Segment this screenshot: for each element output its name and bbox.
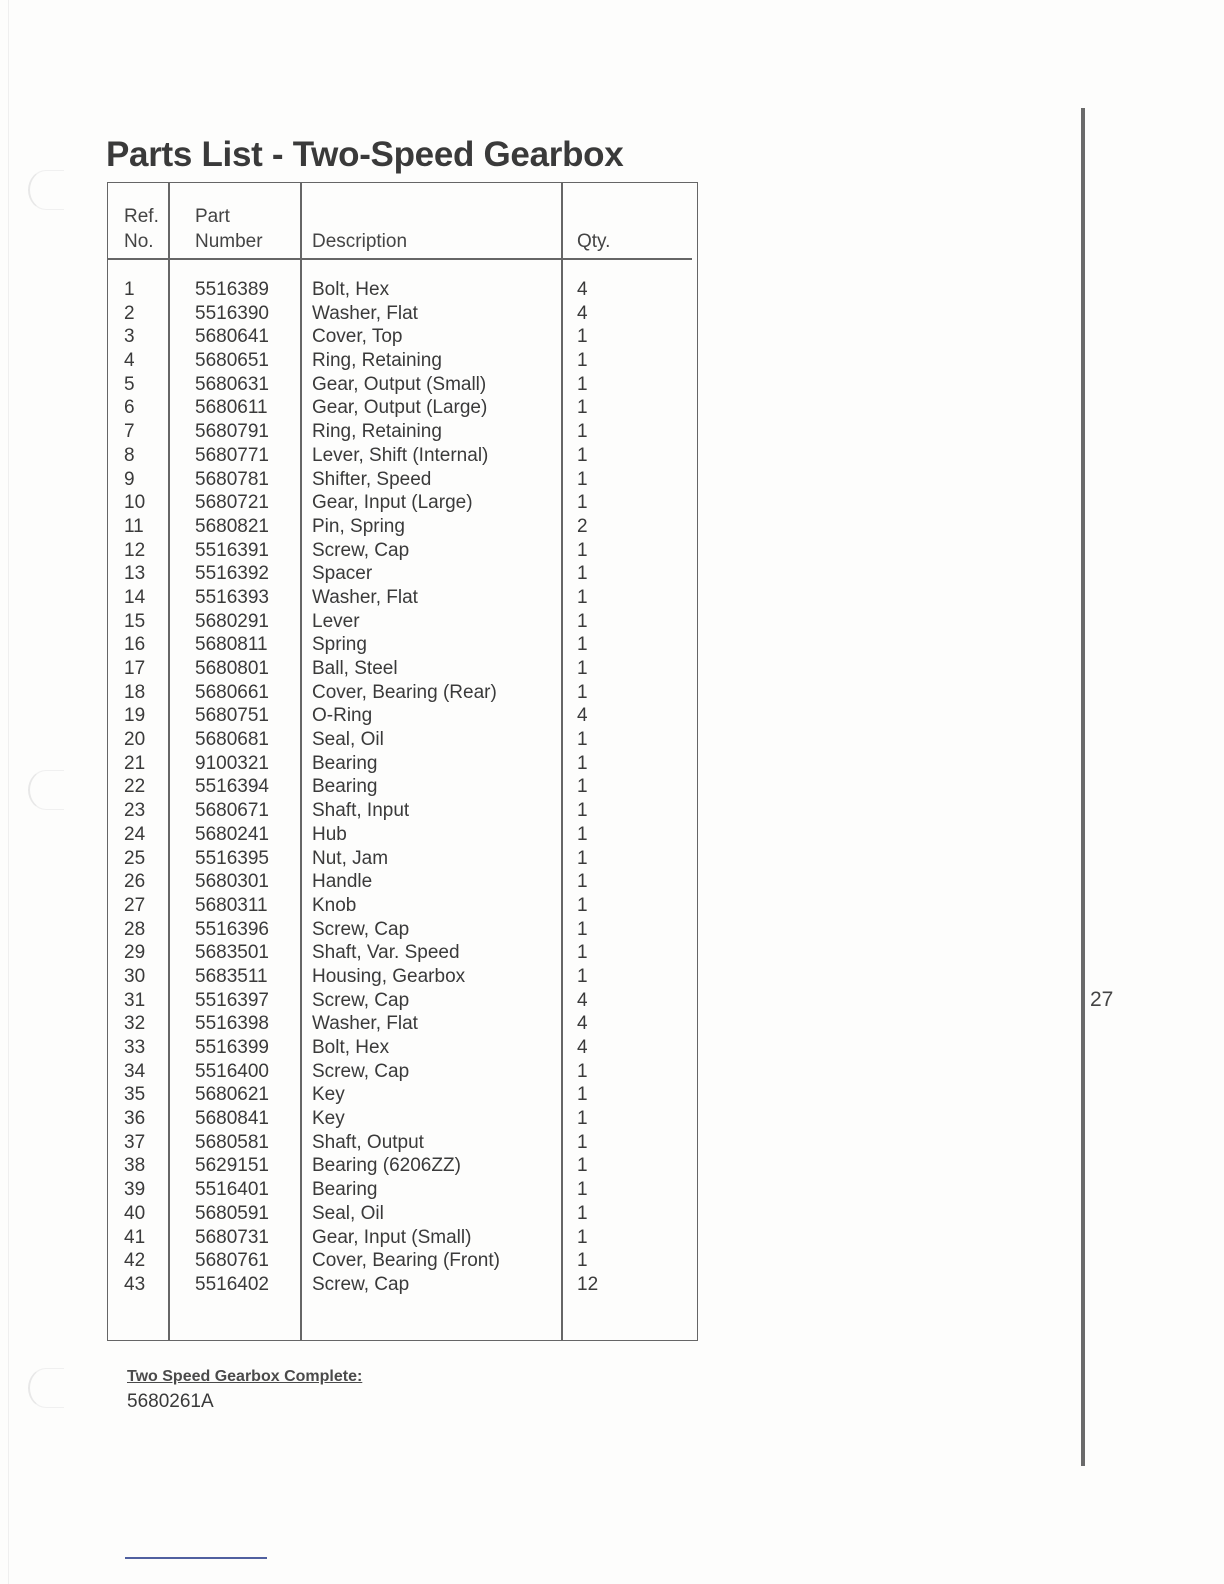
complete-assembly-part-number: 5680261A (127, 1391, 214, 1412)
qty-cell: 12 (577, 1273, 599, 1295)
ref-cell: 26 (124, 871, 146, 893)
part-number-cell: 5680661 (195, 681, 269, 703)
description-cell: Bearing (312, 776, 378, 798)
description-cell: Seal, Oil (312, 729, 384, 751)
ref-cell: 17 (124, 658, 146, 679)
description-cell: Shaft, Output (312, 1131, 424, 1153)
description-cell: Shaft, Var. Speed (312, 942, 460, 964)
part-number-cell: 5683501 (195, 942, 269, 964)
table-row (108, 610, 697, 634)
ref-cell: 20 (124, 729, 146, 751)
punch-hole-mark (28, 1368, 64, 1408)
part-number-cell: 5680241 (195, 823, 269, 845)
table-row (108, 1131, 697, 1155)
qty-cell: 1 (577, 468, 588, 490)
qty-cell: 4 (577, 279, 588, 300)
table-row (108, 1178, 697, 1202)
part-number-cell: 5683511 (195, 965, 268, 987)
description-cell: Cover, Bearing (Front) (312, 1250, 500, 1272)
ref-cell: 18 (124, 681, 146, 703)
header-part-line1: Part (195, 206, 230, 227)
description-cell: Bolt, Hex (312, 1037, 390, 1058)
description-cell: Key (312, 1084, 345, 1106)
description-cell: Housing, Gearbox (312, 965, 466, 987)
qty-cell: 1 (577, 563, 588, 585)
table-row (108, 799, 697, 823)
ref-cell: 22 (124, 776, 146, 798)
description-cell: Pin, Spring (312, 515, 405, 537)
table-row (108, 847, 697, 871)
table-row (108, 444, 697, 468)
page-title: Parts List - Two-Speed Gearbox (106, 135, 624, 175)
description-cell: Spacer (312, 563, 373, 585)
qty-cell: 1 (577, 350, 588, 372)
description-cell: Ball, Steel (312, 658, 398, 679)
table-row (108, 396, 697, 420)
description-cell: Key (312, 1108, 345, 1130)
part-number-cell: 5516399 (195, 1037, 269, 1058)
table-row (108, 1036, 697, 1060)
table-row (108, 278, 697, 302)
ref-cell: 36 (124, 1108, 146, 1130)
ref-cell: 15 (124, 610, 146, 632)
part-number-cell: 5680721 (195, 492, 269, 514)
ref-cell: 43 (124, 1273, 146, 1295)
description-cell: Screw, Cap (312, 989, 410, 1011)
qty-cell: 1 (577, 658, 588, 679)
ref-cell: 4 (124, 350, 135, 372)
qty-cell: 1 (577, 421, 588, 443)
description-cell: Screw, Cap (312, 1060, 410, 1082)
part-number-cell: 5516400 (195, 1060, 269, 1082)
part-number-cell: 5680751 (195, 705, 269, 727)
part-number-cell: 5680821 (195, 515, 269, 537)
qty-cell: 1 (577, 1131, 588, 1153)
table-row (108, 1060, 697, 1084)
table-row (108, 657, 697, 681)
ref-cell: 27 (124, 894, 146, 916)
description-cell: Nut, Jam (312, 847, 389, 869)
ref-cell: 3 (124, 326, 135, 348)
table-row (108, 1154, 697, 1178)
qty-cell: 1 (577, 1060, 588, 1082)
ref-cell: 33 (124, 1037, 146, 1058)
ref-cell: 19 (124, 705, 146, 727)
qty-cell: 1 (577, 1179, 588, 1201)
table-row (108, 515, 697, 539)
table-row (108, 349, 697, 373)
description-cell: Washer, Flat (312, 1013, 418, 1035)
qty-cell: 1 (577, 492, 588, 514)
table-row (108, 728, 697, 752)
qty-cell: 1 (577, 397, 588, 419)
table-row (108, 373, 697, 397)
part-number-cell: 5680301 (195, 871, 269, 893)
ref-cell: 30 (124, 965, 146, 987)
qty-cell: 1 (577, 847, 588, 869)
description-cell: Bearing (6206ZZ) (312, 1155, 461, 1177)
header-ref-line2: No. (124, 231, 154, 252)
table-row (108, 704, 697, 728)
description-cell: Spring (312, 634, 367, 656)
description-cell: Handle (312, 871, 373, 893)
qty-cell: 1 (577, 373, 588, 395)
qty-cell: 1 (577, 444, 588, 466)
ref-cell: 9 (124, 468, 135, 490)
description-cell: Washer, Flat (312, 302, 418, 324)
table-row (108, 1249, 697, 1273)
description-cell: Lever, Shift (Internal) (312, 444, 489, 466)
description-cell: Cover, Bearing (Rear) (312, 681, 497, 703)
ref-cell: 14 (124, 586, 146, 608)
table-row (108, 1226, 697, 1250)
part-number-cell: 5516398 (195, 1013, 269, 1035)
table-row (108, 1083, 697, 1107)
ref-cell: 29 (124, 942, 146, 964)
page-number: 27 (1090, 988, 1114, 1011)
ref-cell: 16 (124, 634, 146, 656)
ref-cell: 42 (124, 1250, 146, 1272)
ref-cell: 31 (124, 989, 146, 1011)
qty-cell: 1 (577, 752, 588, 774)
table-row (108, 586, 697, 610)
table-row (108, 1012, 697, 1036)
qty-cell: 2 (577, 515, 588, 537)
part-number-cell: 5680681 (195, 729, 269, 751)
scan-edge (8, 0, 9, 1584)
table-row (108, 870, 697, 894)
header-part-number (195, 204, 263, 254)
ref-cell: 25 (124, 847, 146, 869)
margin-rule (1081, 108, 1085, 1466)
part-number-cell: 5680581 (195, 1131, 269, 1153)
qty-cell: 1 (577, 918, 588, 940)
table-row (108, 918, 697, 942)
description-cell: Gear, Input (Small) (312, 1226, 472, 1248)
ref-cell: 37 (124, 1131, 146, 1153)
description-cell: Bolt, Hex (312, 279, 390, 300)
ref-cell: 12 (124, 539, 146, 561)
qty-cell: 1 (577, 1202, 588, 1224)
qty-cell: 1 (577, 610, 588, 632)
part-number-cell: 5516390 (195, 302, 269, 324)
description-cell: Screw, Cap (312, 918, 410, 940)
part-number-cell: 5680631 (195, 373, 269, 395)
description-cell: Seal, Oil (312, 1202, 384, 1224)
qty-cell: 1 (577, 1084, 588, 1106)
part-number-cell: 5516389 (195, 279, 269, 300)
part-number-cell: 5680811 (195, 634, 268, 656)
punch-hole-mark (28, 770, 64, 810)
ref-cell: 28 (124, 918, 146, 940)
table-row (108, 775, 697, 799)
description-cell: Gear, Output (Small) (312, 373, 487, 395)
part-number-cell: 9100321 (195, 752, 269, 774)
part-number-cell: 5680761 (195, 1250, 269, 1272)
part-number-cell: 5680641 (195, 326, 269, 348)
table-row (108, 1202, 697, 1226)
description-cell: Gear, Output (Large) (312, 397, 488, 419)
qty-cell: 1 (577, 823, 588, 845)
part-number-cell: 5516397 (195, 989, 269, 1011)
table-row (108, 539, 697, 563)
part-number-cell: 5516396 (195, 918, 269, 940)
table-row (108, 894, 697, 918)
qty-cell: 4 (577, 989, 588, 1011)
table-row (108, 1107, 697, 1131)
part-number-cell: 5516391 (195, 539, 269, 561)
qty-cell: 1 (577, 1108, 588, 1130)
description-cell: Ring, Retaining (312, 350, 442, 372)
description-cell: Knob (312, 894, 357, 916)
qty-cell: 4 (577, 302, 588, 324)
qty-cell: 1 (577, 942, 588, 964)
table-row (108, 941, 697, 965)
part-number-cell: 5680311 (195, 894, 268, 916)
table-row (108, 633, 697, 657)
part-number-cell: 5680731 (195, 1226, 269, 1248)
ref-cell: 8 (124, 444, 135, 466)
ref-cell: 5 (124, 373, 135, 395)
part-number-cell: 5680651 (195, 350, 269, 372)
part-number-cell: 5680801 (195, 658, 269, 679)
table-row (108, 681, 697, 705)
qty-cell: 4 (577, 1037, 588, 1058)
qty-cell: 1 (577, 539, 588, 561)
ref-cell: 6 (124, 397, 135, 419)
header-ref (124, 204, 159, 254)
ref-cell: 11 (124, 515, 144, 537)
description-cell: Lever (312, 610, 360, 632)
part-number-cell: 5516401 (195, 1179, 269, 1201)
footer-rule (125, 1557, 267, 1559)
description-cell: Hub (312, 823, 347, 845)
part-number-cell: 5516393 (195, 586, 269, 608)
table-row (108, 420, 697, 444)
qty-cell: 1 (577, 681, 588, 703)
header-ref-line1: Ref. (124, 206, 159, 227)
ref-cell: 13 (124, 563, 146, 585)
ref-cell: 35 (124, 1084, 146, 1106)
header-part-line2: Number (195, 231, 263, 252)
description-cell: O-Ring (312, 705, 373, 727)
part-number-cell: 5516395 (195, 847, 269, 869)
qty-cell: 1 (577, 1250, 588, 1272)
qty-cell: 1 (577, 326, 588, 348)
qty-cell: 1 (577, 586, 588, 608)
table-row (108, 752, 697, 776)
qty-cell: 4 (577, 1013, 588, 1035)
qty-cell: 1 (577, 729, 588, 751)
qty-cell: 1 (577, 634, 588, 656)
ref-cell: 2 (124, 302, 135, 324)
description-cell: Cover, Top (312, 326, 403, 348)
qty-cell: 1 (577, 871, 588, 893)
qty-cell: 1 (577, 965, 588, 987)
description-cell: Washer, Flat (312, 586, 418, 608)
qty-cell: 1 (577, 776, 588, 798)
part-number-cell: 5680591 (195, 1202, 269, 1224)
ref-cell: 24 (124, 823, 146, 845)
description-cell: Screw, Cap (312, 539, 410, 561)
part-number-cell: 5680611 (195, 397, 268, 419)
table-row (108, 1273, 697, 1297)
complete-assembly-label: Two Speed Gearbox Complete: (127, 1368, 363, 1385)
table-row (108, 989, 697, 1013)
table-row (108, 965, 697, 989)
qty-cell: 1 (577, 1226, 588, 1248)
qty-cell: 1 (577, 1155, 588, 1177)
description-cell: Screw, Cap (312, 1273, 410, 1295)
ref-cell: 34 (124, 1060, 146, 1082)
part-number-cell: 5516394 (195, 776, 269, 798)
ref-cell: 1 (124, 279, 135, 300)
part-number-cell: 5516402 (195, 1273, 269, 1295)
parts-table (107, 182, 698, 1341)
part-number-cell: 5680291 (195, 610, 269, 632)
description-cell: Bearing (312, 1179, 378, 1201)
ref-cell: 40 (124, 1202, 146, 1224)
ref-cell: 7 (124, 421, 135, 443)
ref-cell: 21 (124, 752, 146, 774)
ref-cell: 38 (124, 1155, 146, 1177)
table-row (108, 468, 697, 492)
qty-cell: 4 (577, 705, 588, 727)
table-row (108, 302, 697, 326)
parts-rows (108, 278, 697, 1297)
qty-cell: 1 (577, 894, 588, 916)
ref-cell: 39 (124, 1179, 146, 1201)
description-cell: Shaft, Input (312, 800, 410, 822)
description-cell: Gear, Input (Large) (312, 492, 473, 514)
description-cell: Ring, Retaining (312, 421, 442, 443)
header-qty: Qty. (577, 231, 611, 252)
header-description: Description (312, 231, 408, 252)
ref-cell: 10 (124, 492, 146, 514)
ref-cell: 41 (124, 1226, 146, 1248)
part-number-cell: 5680841 (195, 1108, 269, 1130)
punch-hole-mark (28, 170, 64, 210)
table-row (108, 562, 697, 586)
ref-cell: 23 (124, 800, 146, 822)
qty-cell: 1 (577, 800, 588, 822)
part-number-cell: 5629151 (195, 1155, 269, 1177)
part-number-cell: 5680621 (195, 1084, 269, 1106)
table-row (108, 823, 697, 847)
part-number-cell: 5516392 (195, 563, 269, 585)
description-cell: Shifter, Speed (312, 468, 432, 490)
table-row (108, 325, 697, 349)
part-number-cell: 5680781 (195, 468, 269, 490)
description-cell: Bearing (312, 752, 378, 774)
header-divider (108, 258, 692, 260)
ref-cell: 32 (124, 1013, 146, 1035)
part-number-cell: 5680771 (195, 444, 269, 466)
part-number-cell: 5680791 (195, 421, 269, 443)
part-number-cell: 5680671 (195, 800, 269, 822)
table-row (108, 491, 697, 515)
